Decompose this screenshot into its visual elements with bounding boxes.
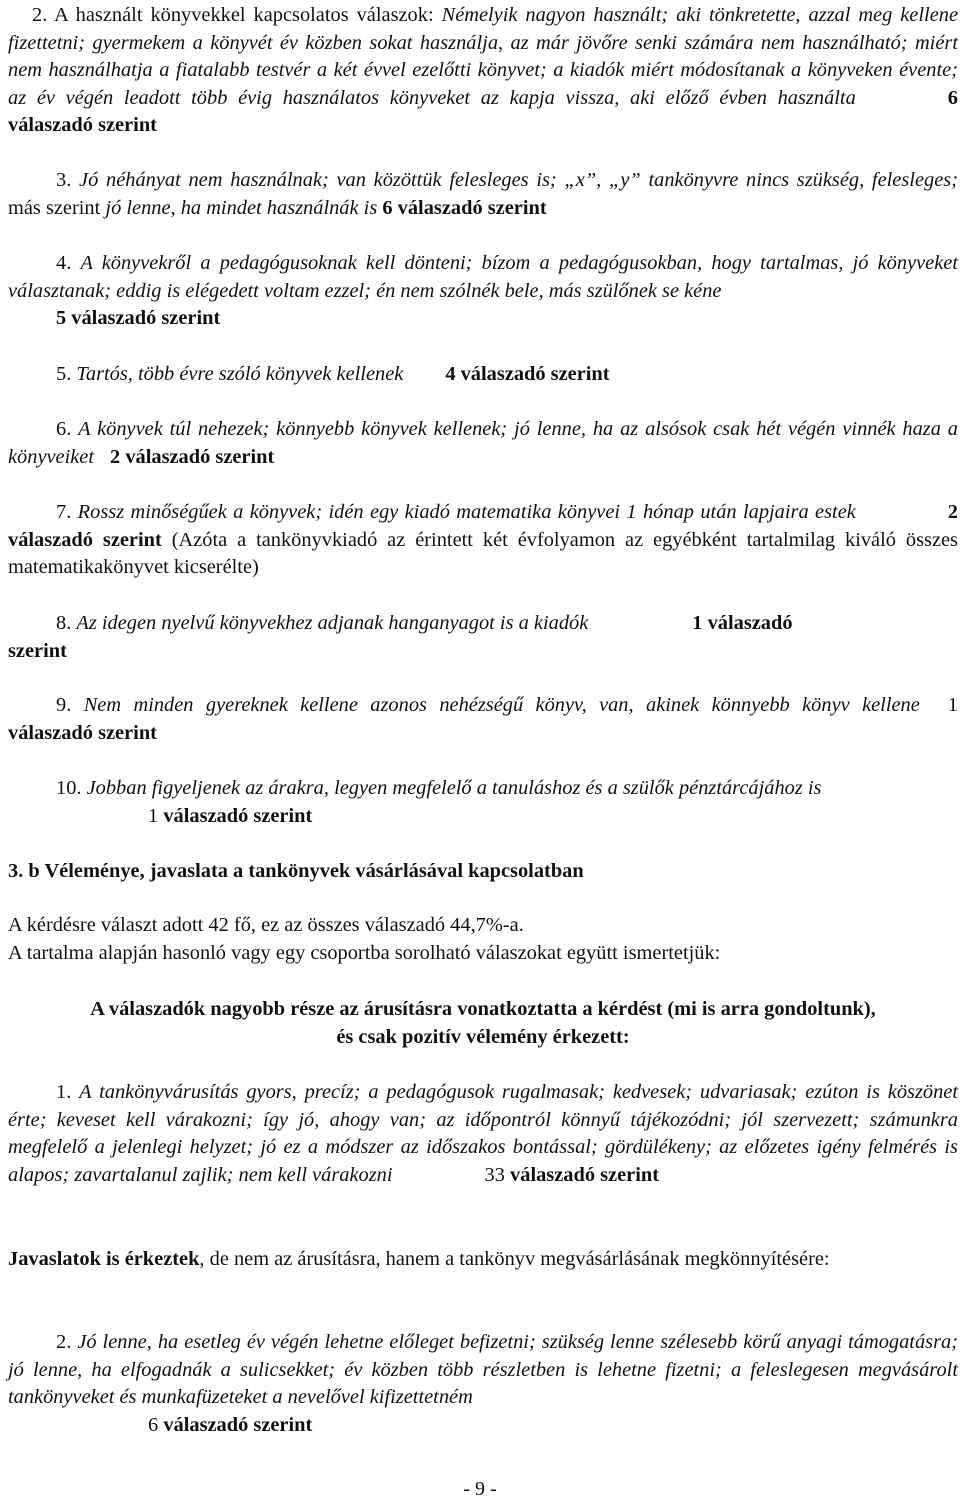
center-statement	[8, 996, 958, 1051]
item-lead: A használt könyvekkel kapcsolatos válaszok:	[54, 4, 434, 26]
item-count-number: 1	[148, 804, 159, 827]
list-item	[8, 416, 958, 471]
list-item	[8, 1329, 958, 1439]
list-item	[8, 2, 958, 140]
item-number: 10.	[56, 777, 82, 799]
item-number: 2.	[32, 4, 48, 26]
item-count-number: 33	[484, 1163, 505, 1186]
center-line-2: és csak pozitív vélemény érkezett:	[336, 1025, 630, 1048]
item-text: A könyvek túl nehezek; könnyebb könyvek kellenek; jó lenne, ha az alsósok csak hét végén vinnék haza a könyveiket	[8, 418, 958, 468]
item-text: Az idegen nyelvű könyvekhez adjanak hanganyagot is a kiadók	[76, 612, 589, 634]
item-count: válaszadó szerint	[8, 721, 157, 744]
item-count: 6 válaszadó szerint	[382, 196, 547, 219]
item-number: 6.	[56, 418, 72, 440]
section-heading-block	[8, 858, 958, 886]
list-item	[8, 610, 958, 665]
list-item	[8, 775, 958, 830]
item-text: Rossz minőségűek a könyvek; idén egy kiadó matematika könyvei 1 hónap után lapjaira estek	[77, 501, 856, 523]
proposals-bold: Javaslatok is érkeztek	[8, 1248, 200, 1270]
page-number: - 9 -	[463, 1478, 497, 1500]
list-item	[8, 1079, 958, 1189]
item-text: A tankönyvárusítás gyors, precíz; a pedagógusok rugalmasak; kedvesek; udvariasak; ezúton is köszönet érte; keveset kell várakozni; így jó, ahogy van; az időpontról könnyű tájékozódni; jól szervezett; számunkra megfelelő a jelenlegi helyzet; jó ez a módszer az időszakos bontással; gördülékeny; az előzetes igény felmérés is alapos; zavartalanul zajlik; nem kell várakozni	[8, 1081, 958, 1186]
item-number: 9.	[56, 694, 72, 716]
item-text-2: jó lenne, ha mindet használnák is	[105, 196, 378, 219]
item-text: Jó néhányat nem használnak; van közöttük felesleges is; „x”, „y” tankönyvre nincs szükség, felesleges;	[79, 169, 958, 191]
list-item	[8, 499, 958, 582]
section-intro	[8, 912, 958, 967]
item-count: válaszadó szerint	[510, 1163, 659, 1186]
item-count-cont: szerint	[8, 639, 67, 662]
item-text: Némelyik nagyon használt; aki tönkretette, azzal meg kellene fizettetni; gyermekem a könyvét év közben sokat használja, az már jövőre senki számára nem használható; miért nem használhatja a fiatalabb testvér a két évvel ezelőtti könyvet; a kiadók miért módosítanak a könyveken évente; az év végén leadott több évig használatos könyveket az kapja vissza, aki előző évben használta	[8, 4, 958, 109]
item-count: 4 válaszadó szerint	[445, 363, 610, 385]
item-number: 4.	[56, 252, 72, 274]
item-text: Tartós, több évre szóló könyvek kellenek	[76, 363, 404, 385]
item-number: 1.	[56, 1081, 72, 1103]
item-count: 2 válaszadó szerint	[110, 445, 275, 468]
item-text: Jó lenne, ha esetleg év végén lehetne előleget befizetni; szükség lenne szélesebb körű anyagi támogatásra; jó lenne, ha elfogadnák a sulicsekket; év közben több részletben is lehetne fizetni; a feleslegesen megvásárolt tankönyveket és munkafüzeteket a nevelővel kifizettetném	[8, 1331, 958, 1409]
item-number: 3.	[56, 169, 72, 191]
section-heading: 3. b Véleménye, javaslata a tankönyvek vásárlásával kapcsolatban	[8, 860, 584, 882]
item-text: Jobban figyeljenek az árakra, legyen megfelelő a tanuláshoz és a szülők pénztárcájához is	[86, 777, 822, 799]
item-number: 8.	[56, 612, 72, 634]
item-count: 1 válaszadó	[692, 612, 793, 634]
item-number: 7.	[56, 501, 72, 523]
item-count: 2 válaszadó szerint	[8, 501, 958, 551]
item-count-number: 1	[947, 694, 958, 716]
proposals-paragraph	[8, 1246, 958, 1274]
item-number: 2.	[56, 1331, 72, 1353]
item-text-plain: más szerint	[8, 196, 101, 219]
item-text: Nem minden gyereknek kellene azonos nehézségű könyv, van, akinek könnyebb könyv kellene	[83, 694, 920, 716]
proposals-rest: , de nem az árusításra, hanem a tankönyv megvásárlásának megkönnyítésére:	[199, 1248, 830, 1270]
intro-line-2: A tartalma alapján hasonló vagy egy csoportba sorolható válaszokat együtt ismertetjük:	[8, 941, 721, 964]
center-line-1: A válaszadók nagyobb része az árusításra vonatkoztatta a kérdést (mi is arra gondoltunk),	[90, 998, 876, 1020]
list-item	[8, 250, 958, 333]
item-count: 5 válaszadó szerint	[56, 307, 221, 330]
list-item	[8, 692, 958, 747]
item-count-number: 6	[148, 1413, 159, 1436]
item-count: válaszadó szerint	[163, 804, 313, 827]
list-item	[8, 361, 958, 389]
item-count: 6 válaszadó szerint	[8, 86, 958, 137]
intro-line-1: A kérdésre választ adott 42 fő, ez az összes válaszadó 44,7%-a.	[8, 914, 524, 936]
list-item	[8, 167, 958, 222]
item-count: válaszadó szerint	[163, 1413, 313, 1436]
item-note: (Azóta a tankönyvkiadó az érintett két évfolyamon az egyébként tartalmilag kiváló összes matematikakönyvet kicserélte)	[8, 528, 958, 579]
item-number: 5.	[56, 363, 72, 385]
item-text: A könyvekről a pedagógusoknak kell dönteni; bízom a pedagógusokban, hogy tartalmas, jó könyveket választanak; eddig is elégedett voltam ezzel; én nem szólnék bele, más szülőnek se kéne	[8, 252, 958, 302]
